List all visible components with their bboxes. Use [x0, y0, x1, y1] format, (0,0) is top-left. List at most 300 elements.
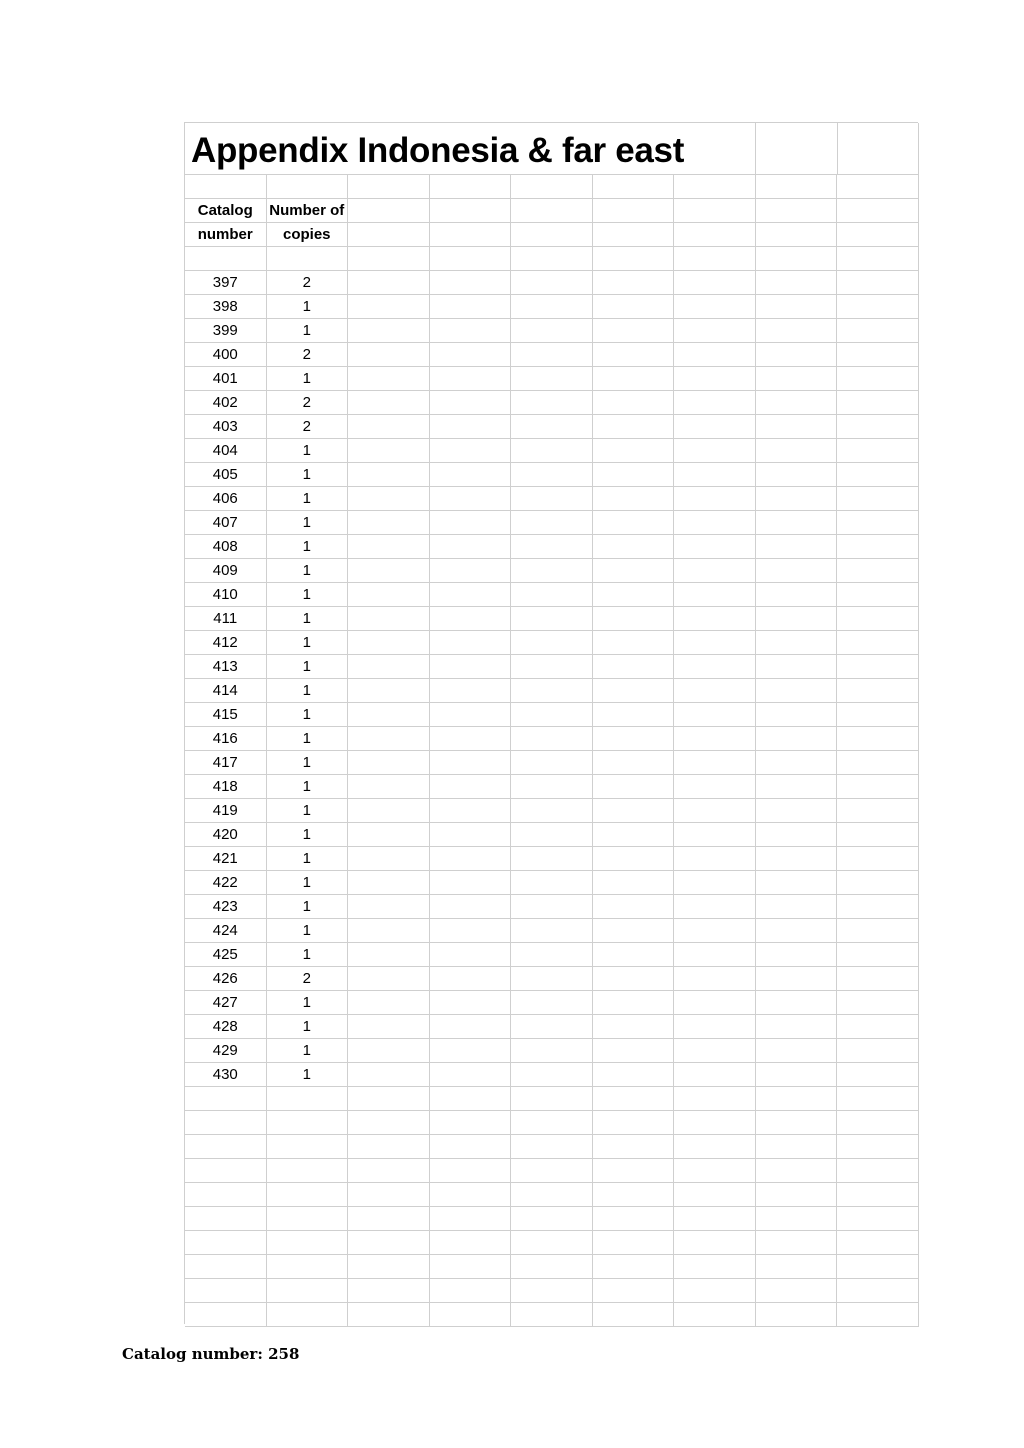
- grid-cell[interactable]: [756, 583, 838, 607]
- grid-cell[interactable]: [756, 319, 838, 343]
- grid-cell[interactable]: [348, 799, 430, 823]
- catalog-number-cell[interactable]: [185, 271, 267, 295]
- grid-cell[interactable]: [837, 607, 919, 631]
- grid-cell[interactable]: [593, 1111, 675, 1135]
- grid-cell[interactable]: [837, 463, 919, 487]
- grid-cell[interactable]: [348, 847, 430, 871]
- grid-cell[interactable]: [185, 247, 267, 271]
- grid-cell[interactable]: [348, 919, 430, 943]
- grid-cell[interactable]: [756, 631, 838, 655]
- grid-cell[interactable]: [593, 775, 675, 799]
- grid-cell[interactable]: [430, 895, 512, 919]
- grid-cell[interactable]: [430, 223, 512, 247]
- grid-cell[interactable]: [511, 391, 593, 415]
- grid-cell[interactable]: [593, 631, 675, 655]
- grid-cell[interactable]: [430, 1111, 512, 1135]
- grid-cell[interactable]: [348, 823, 430, 847]
- grid-cell[interactable]: [756, 1303, 838, 1327]
- grid-cell[interactable]: [511, 967, 593, 991]
- grid-cell[interactable]: [837, 1039, 919, 1063]
- grid-cell[interactable]: [267, 1255, 349, 1279]
- grid-cell[interactable]: [756, 871, 838, 895]
- grid-cell[interactable]: [511, 295, 593, 319]
- grid-cell[interactable]: [430, 367, 512, 391]
- grid-cell[interactable]: [593, 703, 675, 727]
- grid-cell[interactable]: [674, 247, 756, 271]
- grid-cell[interactable]: [185, 1279, 267, 1303]
- grid-cell[interactable]: [756, 1135, 838, 1159]
- grid-cell[interactable]: [511, 559, 593, 583]
- catalog-number-header[interactable]: [185, 199, 267, 223]
- grid-cell[interactable]: [511, 1231, 593, 1255]
- grid-cell[interactable]: [267, 247, 349, 271]
- grid-cell[interactable]: [511, 919, 593, 943]
- grid-cell[interactable]: [837, 703, 919, 727]
- catalog-number-cell[interactable]: [185, 679, 267, 703]
- grid-cell[interactable]: [430, 1159, 512, 1183]
- grid-cell[interactable]: [430, 679, 512, 703]
- grid-cell[interactable]: [348, 1039, 430, 1063]
- grid-cell[interactable]: [511, 1063, 593, 1087]
- grid-cell[interactable]: [430, 535, 512, 559]
- grid-cell[interactable]: [430, 799, 512, 823]
- grid-cell[interactable]: [348, 319, 430, 343]
- grid-cell[interactable]: [348, 295, 430, 319]
- copies-cell[interactable]: [267, 895, 349, 919]
- grid-cell[interactable]: [674, 775, 756, 799]
- grid-cell[interactable]: [674, 463, 756, 487]
- grid-cell[interactable]: [674, 1087, 756, 1111]
- grid-cell[interactable]: [593, 871, 675, 895]
- grid-cell[interactable]: [348, 1279, 430, 1303]
- grid-cell[interactable]: [593, 559, 675, 583]
- grid-cell[interactable]: [430, 1207, 512, 1231]
- grid-cell[interactable]: [511, 1087, 593, 1111]
- grid-cell[interactable]: [430, 391, 512, 415]
- grid-cell[interactable]: [348, 727, 430, 751]
- grid-cell[interactable]: [837, 1135, 919, 1159]
- copies-cell[interactable]: [267, 295, 349, 319]
- grid-cell[interactable]: [838, 123, 920, 175]
- grid-cell[interactable]: [593, 535, 675, 559]
- catalog-number-cell[interactable]: [185, 847, 267, 871]
- grid-cell[interactable]: [430, 871, 512, 895]
- grid-cell[interactable]: [511, 727, 593, 751]
- catalog-number-cell[interactable]: [185, 751, 267, 775]
- grid-cell[interactable]: [674, 1255, 756, 1279]
- grid-cell[interactable]: [593, 1303, 675, 1327]
- catalog-number-cell[interactable]: [185, 511, 267, 535]
- grid-cell[interactable]: [511, 895, 593, 919]
- grid-cell[interactable]: [756, 775, 838, 799]
- grid-cell[interactable]: [593, 1183, 675, 1207]
- grid-cell[interactable]: [674, 1159, 756, 1183]
- grid-cell[interactable]: [593, 751, 675, 775]
- grid-cell[interactable]: [674, 1183, 756, 1207]
- grid-cell[interactable]: [348, 655, 430, 679]
- catalog-number-cell[interactable]: [185, 799, 267, 823]
- grid-cell[interactable]: [593, 583, 675, 607]
- grid-cell[interactable]: [511, 487, 593, 511]
- grid-cell[interactable]: [837, 271, 919, 295]
- catalog-number-cell[interactable]: [185, 1039, 267, 1063]
- grid-cell[interactable]: [511, 1111, 593, 1135]
- grid-cell[interactable]: [593, 487, 675, 511]
- grid-cell[interactable]: [756, 919, 838, 943]
- grid-cell[interactable]: [348, 703, 430, 727]
- grid-cell[interactable]: [348, 439, 430, 463]
- grid-cell[interactable]: [267, 1183, 349, 1207]
- grid-cell[interactable]: [756, 123, 838, 175]
- grid-cell[interactable]: [674, 271, 756, 295]
- grid-cell[interactable]: [674, 871, 756, 895]
- grid-cell[interactable]: [430, 271, 512, 295]
- grid-cell[interactable]: [837, 1063, 919, 1087]
- grid-cell[interactable]: [756, 847, 838, 871]
- grid-cell[interactable]: [593, 607, 675, 631]
- catalog-number-cell[interactable]: [185, 343, 267, 367]
- grid-cell[interactable]: [348, 391, 430, 415]
- copies-cell[interactable]: [267, 679, 349, 703]
- grid-cell[interactable]: [837, 967, 919, 991]
- grid-cell[interactable]: [837, 175, 919, 199]
- grid-cell[interactable]: [430, 439, 512, 463]
- copies-cell[interactable]: [267, 871, 349, 895]
- grid-cell[interactable]: [511, 583, 593, 607]
- grid-cell[interactable]: [348, 271, 430, 295]
- grid-cell[interactable]: [756, 343, 838, 367]
- grid-cell[interactable]: [593, 1255, 675, 1279]
- grid-cell[interactable]: [593, 319, 675, 343]
- grid-cell[interactable]: [185, 1183, 267, 1207]
- grid-cell[interactable]: [348, 631, 430, 655]
- grid-cell[interactable]: [837, 895, 919, 919]
- grid-cell[interactable]: [837, 991, 919, 1015]
- copies-cell[interactable]: [267, 487, 349, 511]
- grid-cell[interactable]: [674, 367, 756, 391]
- grid-cell[interactable]: [267, 1087, 349, 1111]
- copies-cell[interactable]: [267, 391, 349, 415]
- grid-cell[interactable]: [674, 799, 756, 823]
- grid-cell[interactable]: [674, 847, 756, 871]
- grid-cell[interactable]: [593, 439, 675, 463]
- copies-cell[interactable]: [267, 775, 349, 799]
- grid-cell[interactable]: [430, 511, 512, 535]
- grid-cell[interactable]: [756, 1015, 838, 1039]
- grid-cell[interactable]: [837, 943, 919, 967]
- grid-cell[interactable]: [837, 391, 919, 415]
- grid-cell[interactable]: [756, 1159, 838, 1183]
- grid-cell[interactable]: [756, 1279, 838, 1303]
- copies-cell[interactable]: [267, 943, 349, 967]
- grid-cell[interactable]: [511, 1159, 593, 1183]
- grid-cell[interactable]: [593, 799, 675, 823]
- catalog-number-cell[interactable]: [185, 631, 267, 655]
- grid-cell[interactable]: [511, 367, 593, 391]
- grid-cell[interactable]: [348, 487, 430, 511]
- grid-cell[interactable]: [674, 319, 756, 343]
- grid-cell[interactable]: [674, 991, 756, 1015]
- grid-cell[interactable]: [756, 1231, 838, 1255]
- grid-cell[interactable]: [756, 271, 838, 295]
- grid-cell[interactable]: [511, 679, 593, 703]
- copies-cell[interactable]: [267, 271, 349, 295]
- copies-cell[interactable]: [267, 1039, 349, 1063]
- catalog-number-cell[interactable]: [185, 319, 267, 343]
- grid-cell[interactable]: [430, 583, 512, 607]
- grid-cell[interactable]: [430, 727, 512, 751]
- copies-cell[interactable]: [267, 823, 349, 847]
- grid-cell[interactable]: [674, 727, 756, 751]
- grid-cell[interactable]: [267, 1111, 349, 1135]
- copies-cell[interactable]: [267, 511, 349, 535]
- grid-cell[interactable]: [185, 1255, 267, 1279]
- grid-cell[interactable]: [837, 559, 919, 583]
- grid-cell[interactable]: [593, 1159, 675, 1183]
- grid-cell[interactable]: [511, 271, 593, 295]
- grid-cell[interactable]: [837, 1015, 919, 1039]
- grid-cell[interactable]: [511, 991, 593, 1015]
- grid-cell[interactable]: [511, 511, 593, 535]
- grid-cell[interactable]: [511, 343, 593, 367]
- grid-cell[interactable]: [511, 655, 593, 679]
- catalog-number-cell[interactable]: [185, 367, 267, 391]
- grid-cell[interactable]: [674, 559, 756, 583]
- grid-cell[interactable]: [511, 439, 593, 463]
- copies-cell[interactable]: [267, 583, 349, 607]
- grid-cell[interactable]: [430, 559, 512, 583]
- catalog-number-cell[interactable]: [185, 439, 267, 463]
- copies-cell[interactable]: [267, 1063, 349, 1087]
- grid-cell[interactable]: [674, 439, 756, 463]
- grid-cell[interactable]: [348, 751, 430, 775]
- grid-cell[interactable]: [430, 631, 512, 655]
- copies-header[interactable]: [267, 223, 349, 247]
- grid-cell[interactable]: [430, 1087, 512, 1111]
- grid-cell[interactable]: [185, 1087, 267, 1111]
- grid-cell[interactable]: [593, 679, 675, 703]
- grid-cell[interactable]: [348, 967, 430, 991]
- grid-cell[interactable]: [837, 871, 919, 895]
- grid-cell[interactable]: [756, 991, 838, 1015]
- grid-cell[interactable]: [430, 607, 512, 631]
- grid-cell[interactable]: [511, 175, 593, 199]
- grid-cell[interactable]: [674, 1111, 756, 1135]
- grid-cell[interactable]: [267, 1207, 349, 1231]
- grid-cell[interactable]: [185, 1159, 267, 1183]
- grid-cell[interactable]: [593, 1231, 675, 1255]
- catalog-number-cell[interactable]: [185, 655, 267, 679]
- grid-cell[interactable]: [837, 847, 919, 871]
- grid-cell[interactable]: [348, 943, 430, 967]
- grid-cell[interactable]: [430, 823, 512, 847]
- catalog-number-cell[interactable]: [185, 1015, 267, 1039]
- grid-cell[interactable]: [674, 607, 756, 631]
- grid-cell[interactable]: [511, 943, 593, 967]
- copies-cell[interactable]: [267, 631, 349, 655]
- grid-cell[interactable]: [674, 751, 756, 775]
- catalog-number-cell[interactable]: [185, 295, 267, 319]
- grid-cell[interactable]: [511, 199, 593, 223]
- grid-cell[interactable]: [593, 391, 675, 415]
- grid-cell[interactable]: [593, 295, 675, 319]
- grid-cell[interactable]: [593, 823, 675, 847]
- grid-cell[interactable]: [674, 343, 756, 367]
- grid-cell[interactable]: [756, 1063, 838, 1087]
- grid-cell[interactable]: [511, 1183, 593, 1207]
- grid-cell[interactable]: [511, 751, 593, 775]
- grid-cell[interactable]: [185, 1207, 267, 1231]
- grid-cell[interactable]: [674, 679, 756, 703]
- grid-cell[interactable]: [430, 247, 512, 271]
- copies-cell[interactable]: [267, 655, 349, 679]
- grid-cell[interactable]: [837, 535, 919, 559]
- grid-cell[interactable]: [430, 319, 512, 343]
- grid-cell[interactable]: [511, 1255, 593, 1279]
- grid-cell[interactable]: [348, 199, 430, 223]
- grid-cell[interactable]: [756, 607, 838, 631]
- grid-cell[interactable]: [756, 727, 838, 751]
- grid-cell[interactable]: [756, 535, 838, 559]
- catalog-number-cell[interactable]: [185, 535, 267, 559]
- grid-cell[interactable]: [837, 487, 919, 511]
- grid-cell[interactable]: [674, 1135, 756, 1159]
- grid-cell[interactable]: [837, 415, 919, 439]
- grid-cell[interactable]: [837, 247, 919, 271]
- grid-cell[interactable]: [756, 1087, 838, 1111]
- title-cell[interactable]: [185, 123, 756, 175]
- grid-cell[interactable]: [756, 439, 838, 463]
- grid-cell[interactable]: [511, 775, 593, 799]
- grid-cell[interactable]: [348, 535, 430, 559]
- copies-cell[interactable]: [267, 751, 349, 775]
- grid-cell[interactable]: [593, 727, 675, 751]
- catalog-number-cell[interactable]: [185, 391, 267, 415]
- grid-cell[interactable]: [837, 1159, 919, 1183]
- grid-cell[interactable]: [756, 1207, 838, 1231]
- grid-cell[interactable]: [348, 1255, 430, 1279]
- grid-cell[interactable]: [267, 175, 349, 199]
- catalog-number-cell[interactable]: [185, 895, 267, 919]
- catalog-number-cell[interactable]: [185, 487, 267, 511]
- grid-cell[interactable]: [674, 703, 756, 727]
- grid-cell[interactable]: [430, 991, 512, 1015]
- grid-cell[interactable]: [837, 439, 919, 463]
- grid-cell[interactable]: [593, 895, 675, 919]
- grid-cell[interactable]: [756, 511, 838, 535]
- grid-cell[interactable]: [674, 1231, 756, 1255]
- grid-cell[interactable]: [348, 559, 430, 583]
- grid-cell[interactable]: [593, 367, 675, 391]
- grid-cell[interactable]: [348, 607, 430, 631]
- grid-cell[interactable]: [756, 823, 838, 847]
- grid-cell[interactable]: [593, 943, 675, 967]
- grid-cell[interactable]: [430, 655, 512, 679]
- copies-cell[interactable]: [267, 439, 349, 463]
- grid-cell[interactable]: [837, 223, 919, 247]
- grid-cell[interactable]: [511, 823, 593, 847]
- grid-cell[interactable]: [593, 511, 675, 535]
- grid-cell[interactable]: [511, 1135, 593, 1159]
- grid-cell[interactable]: [593, 175, 675, 199]
- catalog-number-cell[interactable]: [185, 583, 267, 607]
- grid-cell[interactable]: [593, 343, 675, 367]
- copies-cell[interactable]: [267, 967, 349, 991]
- grid-cell[interactable]: [837, 1231, 919, 1255]
- grid-cell[interactable]: [756, 1255, 838, 1279]
- grid-cell[interactable]: [593, 463, 675, 487]
- grid-cell[interactable]: [756, 1183, 838, 1207]
- grid-cell[interactable]: [267, 1231, 349, 1255]
- copies-cell[interactable]: [267, 463, 349, 487]
- catalog-number-cell[interactable]: [185, 967, 267, 991]
- grid-cell[interactable]: [430, 1183, 512, 1207]
- grid-cell[interactable]: [674, 895, 756, 919]
- grid-cell[interactable]: [593, 1279, 675, 1303]
- grid-cell[interactable]: [185, 1135, 267, 1159]
- grid-cell[interactable]: [430, 175, 512, 199]
- grid-cell[interactable]: [756, 703, 838, 727]
- grid-cell[interactable]: [348, 343, 430, 367]
- grid-cell[interactable]: [348, 1231, 430, 1255]
- grid-cell[interactable]: [837, 823, 919, 847]
- grid-cell[interactable]: [756, 895, 838, 919]
- copies-cell[interactable]: [267, 319, 349, 343]
- grid-cell[interactable]: [511, 535, 593, 559]
- copies-cell[interactable]: [267, 415, 349, 439]
- grid-cell[interactable]: [511, 247, 593, 271]
- grid-cell[interactable]: [185, 175, 267, 199]
- grid-cell[interactable]: [756, 223, 838, 247]
- grid-cell[interactable]: [756, 247, 838, 271]
- grid-cell[interactable]: [511, 1207, 593, 1231]
- grid-cell[interactable]: [185, 1111, 267, 1135]
- catalog-number-cell[interactable]: [185, 607, 267, 631]
- catalog-number-cell[interactable]: [185, 823, 267, 847]
- catalog-number-cell[interactable]: [185, 775, 267, 799]
- grid-cell[interactable]: [348, 367, 430, 391]
- grid-cell[interactable]: [348, 1207, 430, 1231]
- copies-cell[interactable]: [267, 367, 349, 391]
- copies-cell[interactable]: [267, 607, 349, 631]
- grid-cell[interactable]: [756, 799, 838, 823]
- grid-cell[interactable]: [674, 631, 756, 655]
- grid-cell[interactable]: [185, 1303, 267, 1327]
- grid-cell[interactable]: [837, 655, 919, 679]
- grid-cell[interactable]: [430, 847, 512, 871]
- copies-cell[interactable]: [267, 847, 349, 871]
- grid-cell[interactable]: [593, 271, 675, 295]
- catalog-number-cell[interactable]: [185, 415, 267, 439]
- grid-cell[interactable]: [430, 775, 512, 799]
- grid-cell[interactable]: [267, 1135, 349, 1159]
- grid-cell[interactable]: [837, 775, 919, 799]
- copies-cell[interactable]: [267, 727, 349, 751]
- grid-cell[interactable]: [430, 943, 512, 967]
- grid-cell[interactable]: [837, 799, 919, 823]
- grid-cell[interactable]: [348, 1015, 430, 1039]
- catalog-number-cell[interactable]: [185, 727, 267, 751]
- grid-cell[interactable]: [837, 727, 919, 751]
- grid-cell[interactable]: [430, 751, 512, 775]
- grid-cell[interactable]: [593, 1207, 675, 1231]
- grid-cell[interactable]: [837, 1279, 919, 1303]
- grid-cell[interactable]: [430, 1279, 512, 1303]
- grid-cell[interactable]: [348, 775, 430, 799]
- grid-cell[interactable]: [348, 223, 430, 247]
- grid-cell[interactable]: [756, 415, 838, 439]
- catalog-number-header[interactable]: [185, 223, 267, 247]
